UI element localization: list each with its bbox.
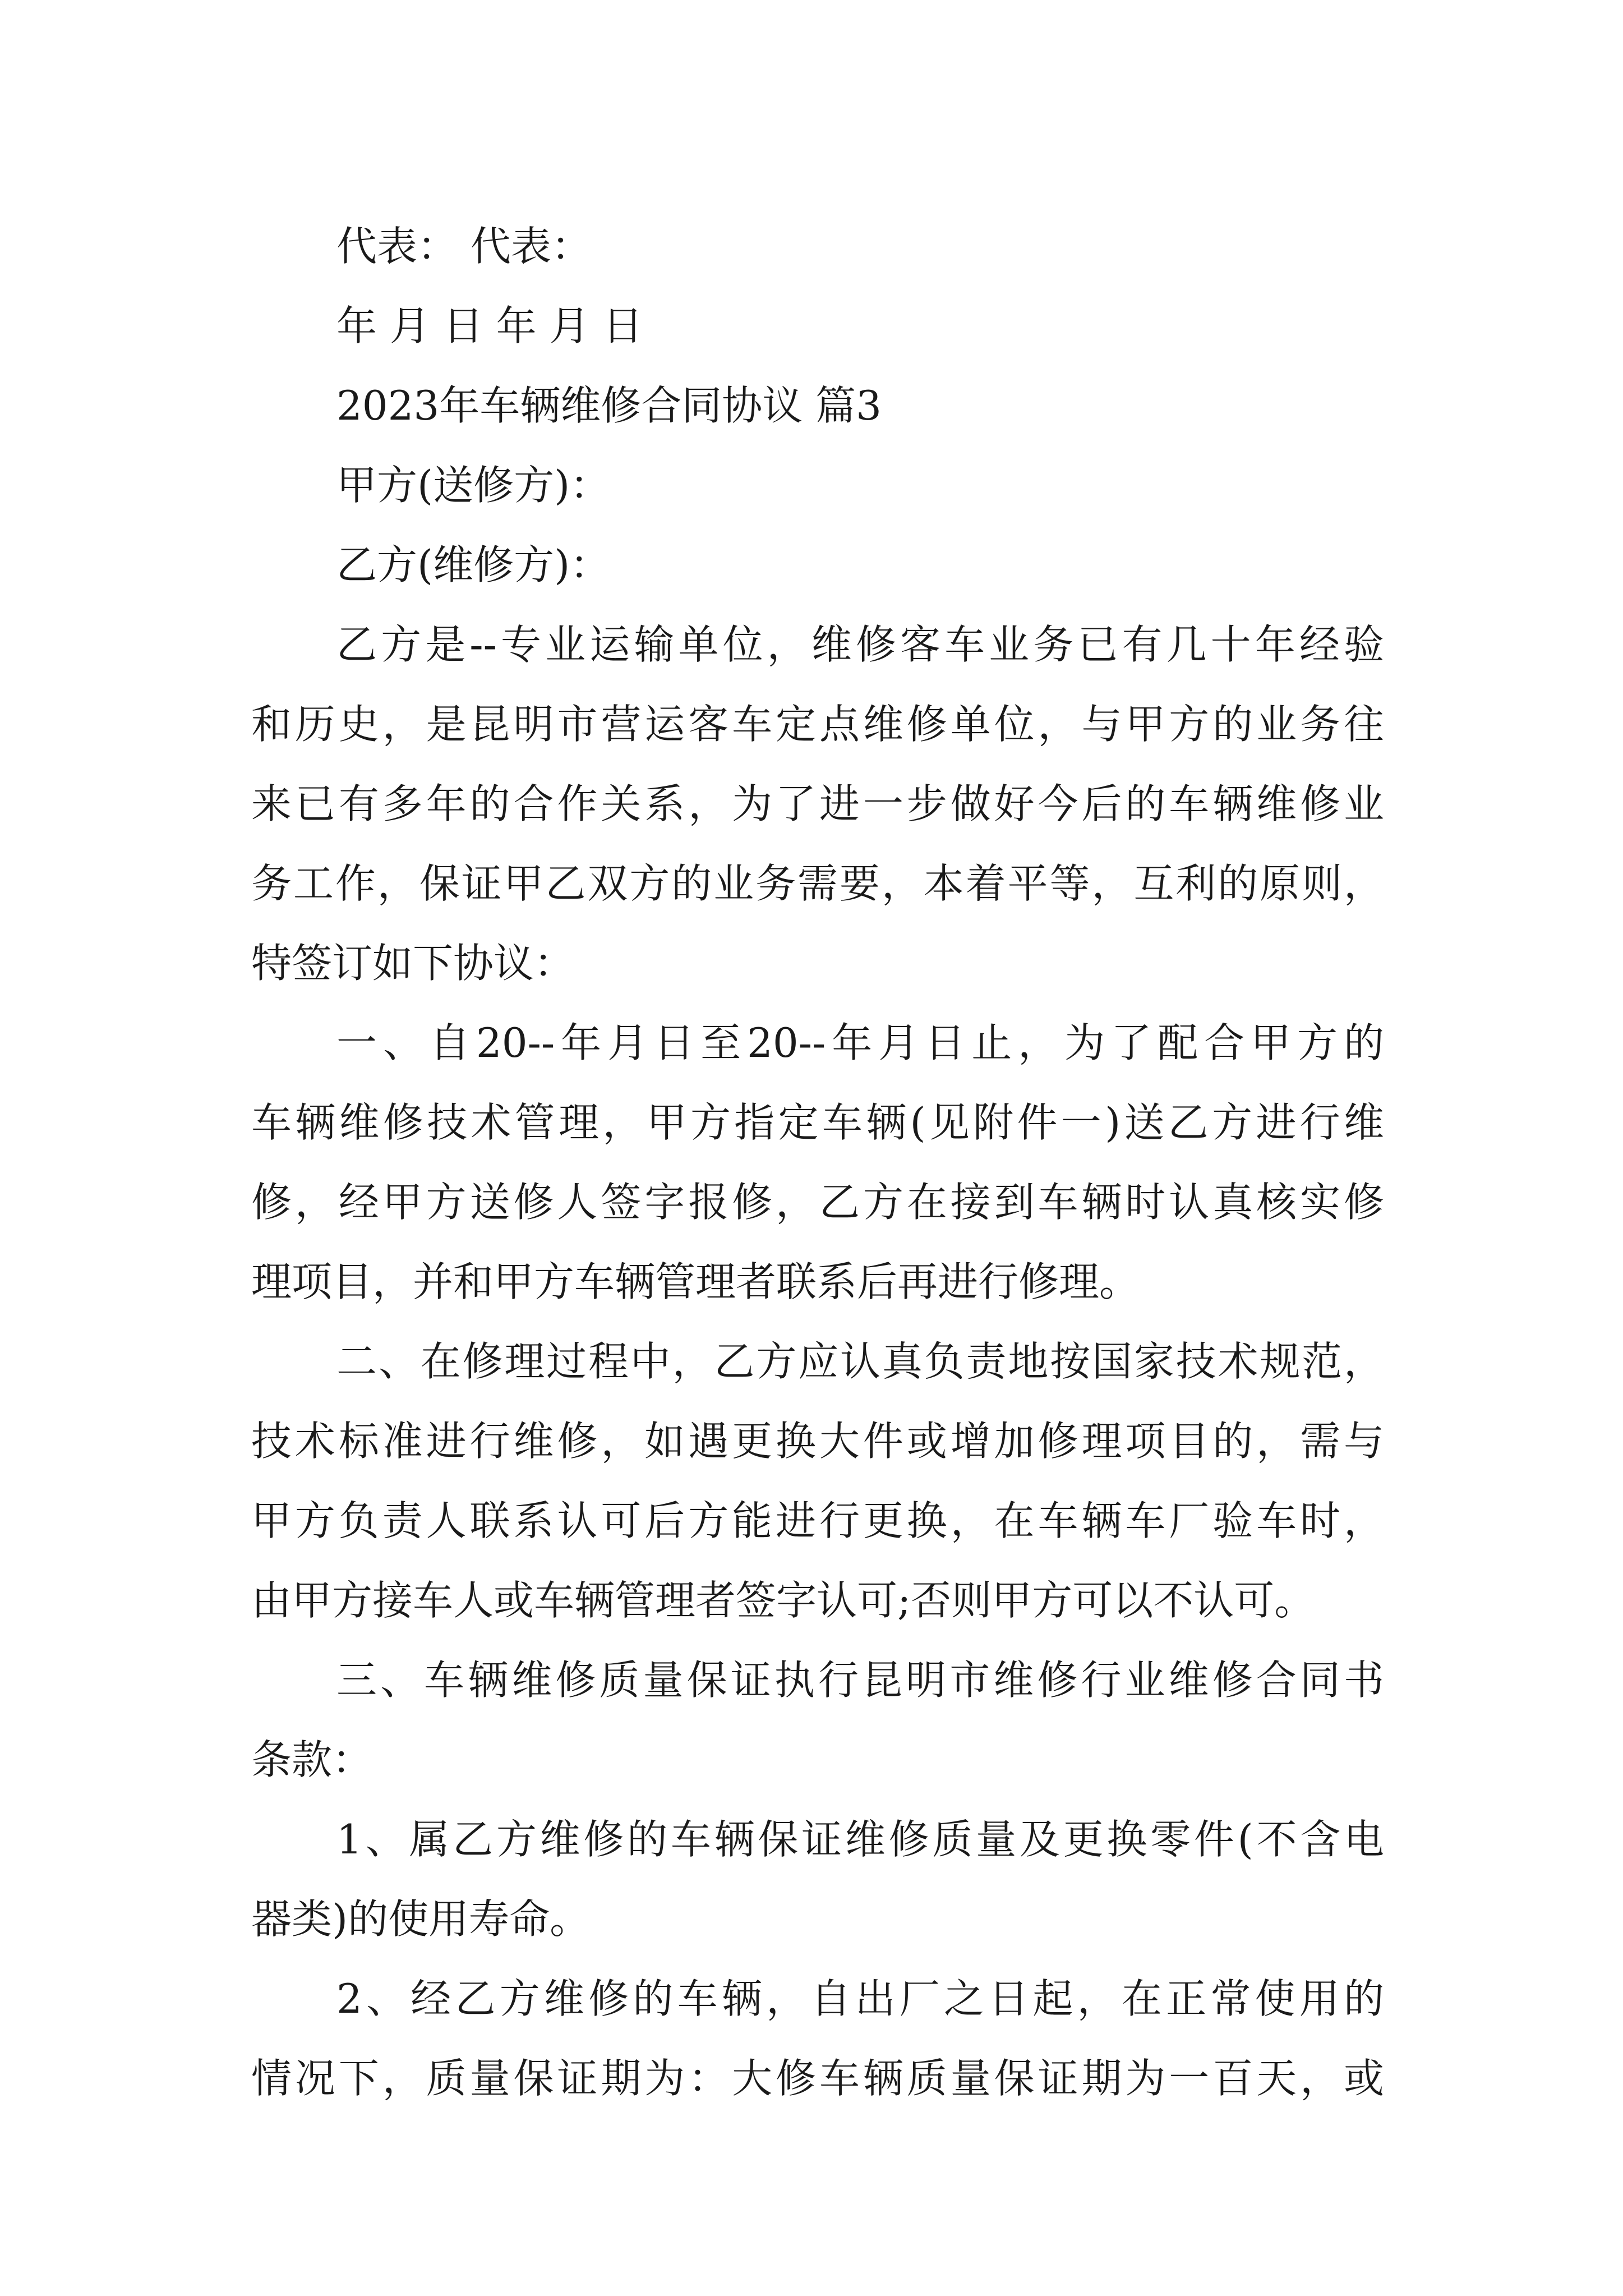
clause-2-line: 技术标准进行维修，如遇更换大件或增加修理项目的，需与: [251, 1418, 1384, 1465]
clause-3-line: 条款：: [251, 1736, 373, 1783]
clause-1-line: 理项目，并和甲方车辆管理者联系后再进行修理。: [251, 1258, 1140, 1305]
representative-line: 代表： 代表：: [336, 223, 592, 270]
paragraph-line: 乙方是--专业运输单位，维修客车业务已有几十年经验: [336, 621, 1384, 668]
date-line: 年 月 日 年 月 日: [336, 302, 643, 349]
party-b-line: 乙方(维修方)：: [336, 541, 611, 588]
paragraph-line: 务工作，保证甲乙双方的业务需要，本着平等，互利的原则，: [251, 860, 1384, 907]
subclause-1-line: 1、属乙方维修的车辆保证维修质量及更换零件(不含电: [336, 1816, 1384, 1863]
subclause-1-line: 器类)的使用寿命。: [251, 1895, 591, 1943]
paragraph-line: 和历史，是昆明市营运客车定点维修单位，与甲方的业务往: [251, 701, 1384, 748]
clause-1-line: 一、自20--年月日至20--年月日止，为了配合甲方的: [336, 1019, 1384, 1066]
clause-2-line: 甲方负责人联系认可后方能进行更换，在车辆车厂验车时，: [251, 1497, 1384, 1544]
clause-1-line: 修，经甲方送修人签字报修，乙方在接到车辆时认真核实修: [251, 1179, 1384, 1226]
clause-1-line: 车辆维修技术管理，甲方指定车辆(见附件一)送乙方进行维: [251, 1099, 1384, 1146]
paragraph-line: 特签订如下协议：: [251, 940, 575, 987]
section-title: 2023年车辆维修合同协议 篇3: [336, 382, 882, 429]
clause-2-line: 二、在修理过程中，乙方应认真负责地按国家技术规范，: [336, 1338, 1384, 1385]
party-a-line: 甲方(送修方)：: [336, 462, 611, 509]
clause-3-line: 三、车辆维修质量保证执行昆明市维修行业维修合同书: [336, 1657, 1384, 1704]
clause-2-line: 由甲方接车人或车辆管理者签字认可;否则甲方可以不认可。: [251, 1577, 1315, 1624]
subclause-2-line: 2、经乙方维修的车辆，自出厂之日起，在正常使用的: [336, 1975, 1384, 2022]
paragraph-line: 来已有多年的合作关系，为了进一步做好今后的车辆维修业: [251, 780, 1384, 827]
subclause-2-line: 情况下，质量保证期为：大修车辆质量保证期为一百天，或: [251, 2055, 1384, 2102]
